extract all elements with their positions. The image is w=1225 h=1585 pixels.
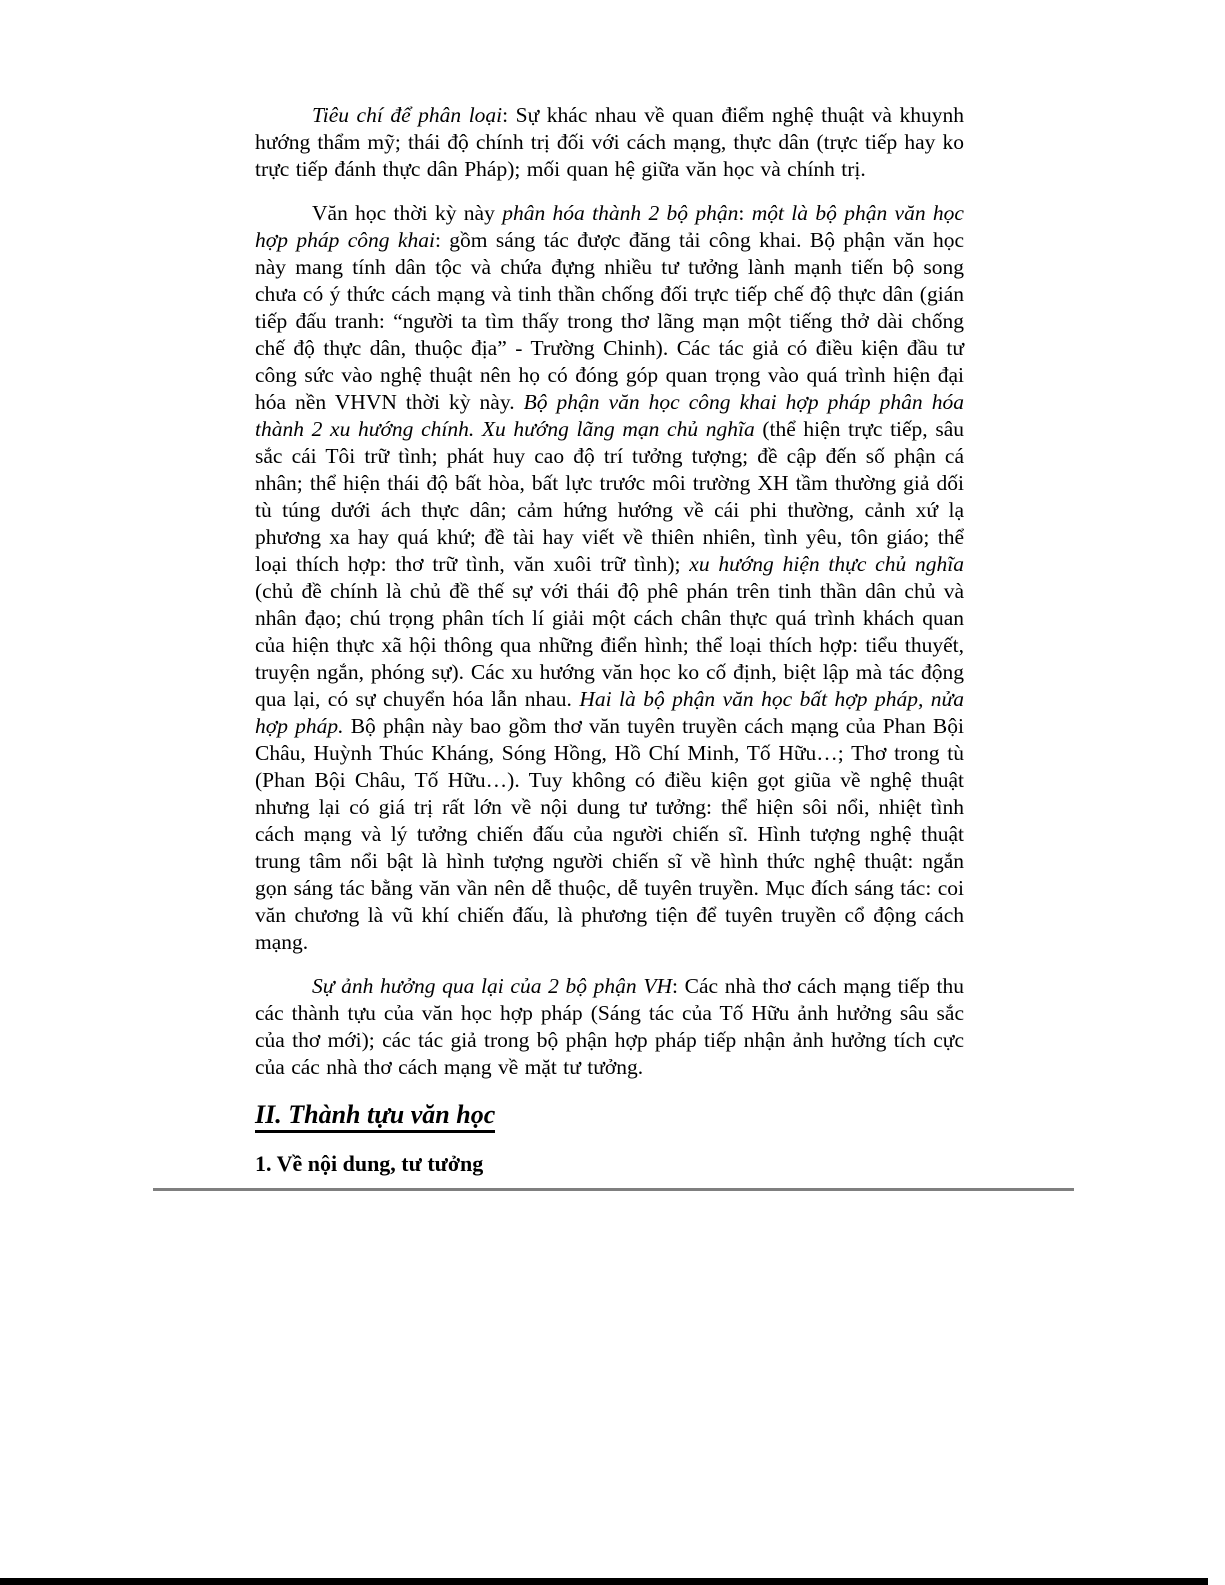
p3-body: : Các nhà thơ cách mạng tiếp thu các thành tựu của văn học hợp pháp (Sáng tác của Tố Hữu ảnh hưởng sâu sắc của thơ mới); các tác giả trong bộ phận hợp pháp tiếp nhận ảnh hưởng tích cực của các nhà thơ cách mạng về mặt tư tưởng. bbox=[255, 974, 964, 1079]
paragraph-criteria-body: : Sự khác nhau về quan điểm nghệ thuật và khuynh hướng thẩm mỹ; thái độ chính trị đối với cách mạng, thực dân (trực tiếp hay ko trực tiếp đánh thực dân Pháp); mối quan hệ giữa văn học và chính trị. bbox=[255, 103, 964, 181]
p2-run-7-italic: xu hướng hiện thực chủ nghĩa bbox=[689, 552, 964, 576]
paragraph-two-parts bbox=[255, 200, 964, 956]
p3-lead-italic: Sự ảnh hưởng qua lại của 2 bộ phận VH bbox=[312, 974, 672, 998]
p2-run-2: : bbox=[738, 201, 752, 225]
p2-run-9-italic: Hai là bộ phận văn học bất hợp pháp, nửa hợp pháp. bbox=[255, 687, 964, 738]
document-content bbox=[255, 102, 964, 1177]
scan-edge-band bbox=[0, 1578, 1208, 1585]
horizontal-divider-rule bbox=[153, 1188, 1074, 1191]
p2-run-0: Văn học thời kỳ này bbox=[312, 201, 503, 225]
p2-run-10: Bộ phận này bao gồm thơ văn tuyên truyền cách mạng của Phan Bội Châu, Huỳnh Thúc Kháng, Sóng Hồng, Hồ Chí Minh, Tố Hữu…; Thơ trong tù (Phan Bội Châu, Tố Hữu…). Tuy không có điều kiện gọt giũa về nghệ thuật nhưng lại có giá trị rất lớn về nội dung tư tưởng: thể hiện sôi nổi, nhiệt tình cách mạng và lý tưởng chiến đấu của người chiến sĩ. Hình tượng nghệ thuật trung tâm nổi bật là hình tượng người chiến sĩ về hình thức nghệ thuật: ngắn gọn sáng tác bằng văn vần nên dễ thuộc, dễ tuyên truyền. Mục đích sáng tác: coi văn chương là vũ khí chiến đấu, là phương tiện để tuyên truyền cổ động cách mạng. bbox=[255, 714, 964, 954]
p2-run-6: (thể hiện trực tiếp, sâu sắc cái Tôi trữ tình; phát huy cao độ trí tưởng tượng; đề cập đến số phận cá nhân; thể hiện thái độ bất hòa, bất lực trước môi trường XH tầm thường giả dối tù túng dưới ách thực dân; cảm hứng hướng về cái phi thường, cảnh xứ lạ phương xa hay quá khứ; đề tài hay viết về thiên nhiên, tình yêu, tôn giáo; thể loại thích hợp: thơ trữ tình, văn xuôi trữ tình); bbox=[255, 417, 964, 576]
paragraph-criteria-lead-italic: Tiêu chí để phân loại bbox=[312, 103, 503, 127]
p2-run-1-italic: phân hóa thành 2 bộ phận bbox=[502, 201, 739, 225]
paragraph-criteria bbox=[255, 102, 964, 183]
p2-run-3-italic: một là bộ phận văn học hợp pháp công khai bbox=[255, 201, 964, 252]
p2-run-4: : gồm sáng tác được đăng tải công khai. Bộ phận văn học này mang tính dân tộc và chứa đựng nhiều tư tưởng lành mạnh tiến bộ song chưa có ý thức cách mạng và tinh thần chống đối trực tiếp chế độ thực dân (gián tiếp đấu tranh: “người ta tìm thấy trong thơ lãng mạn một tiếng thở dài chống chế độ thực dân, thuộc địa” - Trường Chinh). Các tác giả có điều kiện đầu tư công sức vào nghệ thuật nên họ có đóng góp quan trọng vào quá trình hiện đại hóa nền VHVN thời kỳ này. bbox=[255, 228, 964, 414]
p2-run-8: (chủ đề chính là chủ đề thế sự với thái độ phê phán trên tinh thần dân chủ và nhân đạo; chú trọng phân tích lí giải một cách chân thực quá trình khách quan của hiện thực xã hội thông qua những điển hình; thể loại thích hợp: tiểu thuyết, truyện ngắn, phóng sự). Các xu hướng văn học ko cố định, biệt lập mà tác động qua lại, có sự chuyển hóa lẫn nhau. bbox=[255, 579, 964, 711]
section-heading-text: II. Thành tựu văn học bbox=[255, 1100, 495, 1133]
section-heading bbox=[255, 1100, 964, 1130]
p2-run-5-italic: Bộ phận văn học công khai hợp pháp phân hóa thành 2 xu hướng chính. Xu hướng lãng mạn chủ nghĩa bbox=[255, 390, 964, 441]
subsection-heading: 1. Về nội dung, tư tưởng bbox=[255, 1151, 484, 1176]
paragraph-mutual-influence bbox=[255, 973, 964, 1081]
